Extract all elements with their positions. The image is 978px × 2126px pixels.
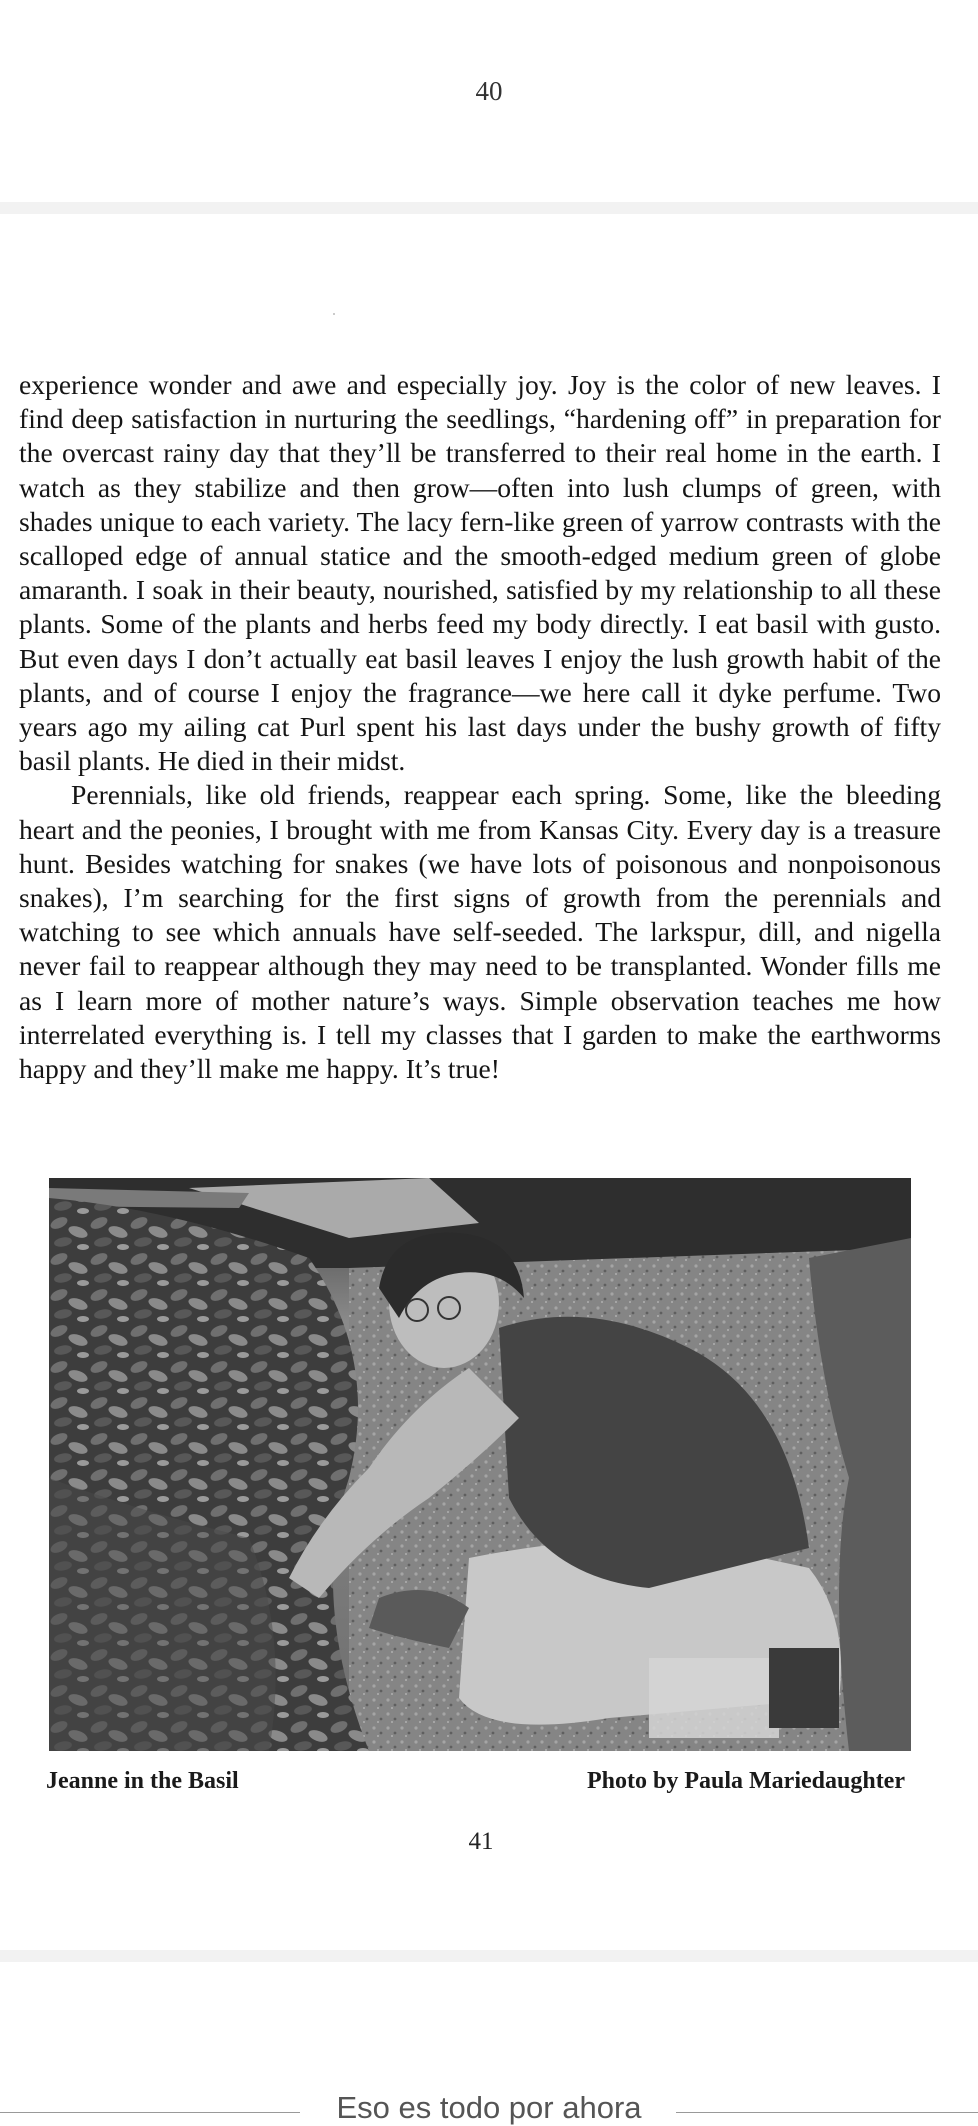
previous-page [0,0,978,200]
article-body [19,368,941,1086]
page-number-bottom: 41 [468,1828,494,1855]
garden-photo [49,1178,911,1751]
page-separator [0,202,978,214]
end-of-content-label: Eso es todo por ahora [336,2090,642,2125]
photo-illustration [49,1178,911,1751]
page-separator [0,1950,978,1962]
scan-speck [333,313,335,315]
paragraph: Perennials, like old friends, reappear each spring. Some, like the bleeding heart and the peonies, I brought with me from Kansas City. Every day is a treasure hunt. Besides watching for snakes (we have lots of poisonous and nonpoisonous snakes), I’m searching for the first signs of growth from the perennials and watching to see which annuals have self-seeded. The larkspur, dill, and nigella never fail to reappear although they may need to be transplanted. Wonder fills me as I learn more of mother nature’s ways. Simple observation teaches me how interrelated everything is. I tell my classes that I garden to make the earthworms happy and they’ll make me happy. It’s true! [19,779,941,1085]
photo-credit: Photo by Paula Mariedaughter [587,1768,905,1794]
photo-caption-title: Jeanne in the Basil [46,1768,239,1794]
paragraph: experience wonder and awe and especially joy. Joy is the color of new leaves. I find deep satisfaction in nurturing the seedlings, “hardening off” in preparation for the overcast rainy day that they’ll be transferred to their real home in the earth. I watch as they stabilize and then grow—often into lush clumps of green, with shades unique to each variety. The lacy fern-like green of yarrow contrasts with the scalloped edge of annual statice and the smooth-edged medium green of globe amaranth. I soak in their beauty, nourished, satisfied by my relationship to all these plants. Some of the plants and herbs feed my body directly. I eat basil with gusto. But even days I don’t actually eat basil leaves I enjoy the lush growth habit of the plants, and of course I enjoy the fragrance—we here call it dyke perfume. Two years ago my ailing cat Purl spent his last days under the bushy growth of fifty basil plants. He died in their midst. [19,369,941,777]
page-number-top: 40 [475,76,503,106]
